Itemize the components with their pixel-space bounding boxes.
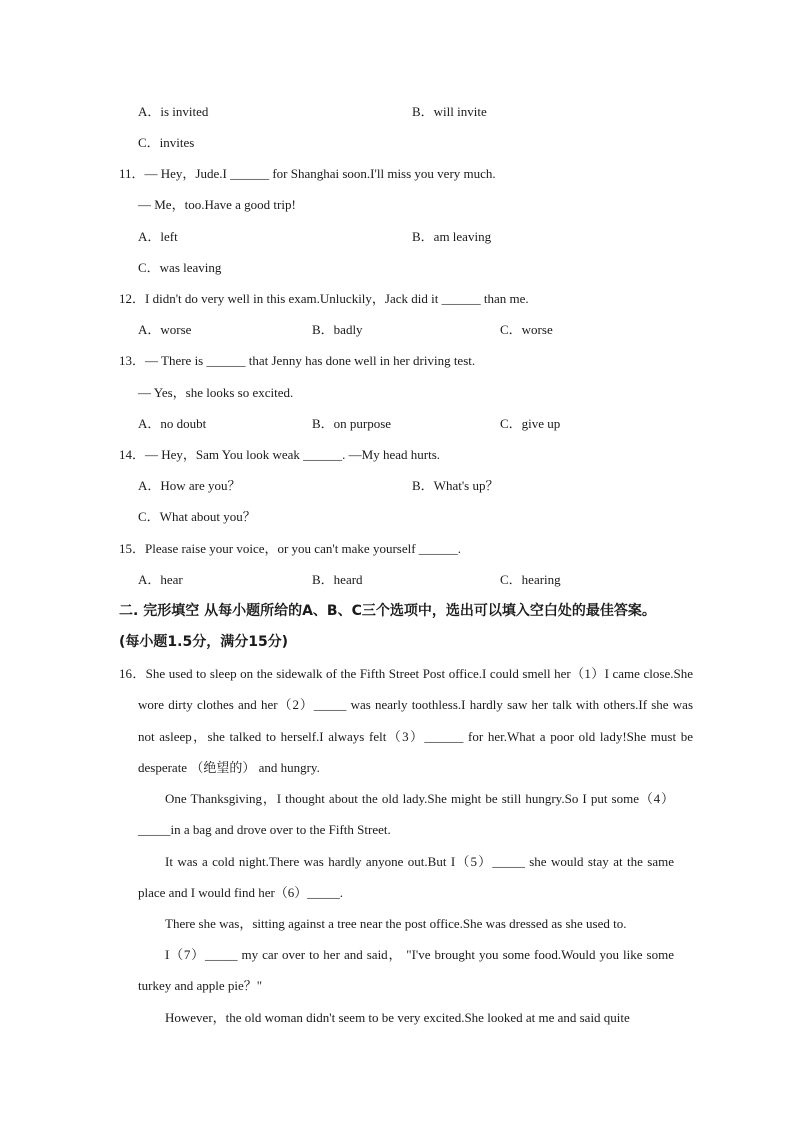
q13-stem: 13．— There is ______ that Jenny has done well in her driving test. [119,353,476,368]
section-heading-cloze: 二. 完形填空 从每小题所给的A、B、C三个选项中，选出可以填入空白处的最佳答案。(每小题1.5分，满分15分) [119,603,656,650]
q15-option-b: B．heard [312,572,363,587]
q10-option-b: B．will invite [412,104,487,119]
q16-paragraph-3: It was a cold night.There was hardly anyone out.But I（5）_____ she would stay at the same place and I would find her（6）_____. [138,854,674,901]
q14-option-c: C．What about you？ [138,509,256,524]
q11-stem: 11．— Hey，Jude.I ______ for Shanghai soon.I'll miss you very much. [119,166,496,181]
q10-option-c: C．invites [138,135,195,150]
q11-option-c: C．was leaving [138,260,222,275]
q11-option-a: A．left [138,229,178,244]
q11-option-b: B．am leaving [412,229,492,244]
q12-option-a: A．worse [138,322,192,337]
q14-option-a: A．How are you？ [138,478,241,493]
q16-paragraph-2: One Thanksgiving，I thought about the old lady.She might be still hungry.So I put some（4）_____in a bag and drove over to the Fifth Street. [138,791,674,838]
q10-option-a: A．is invited [138,104,209,119]
q16-paragraph-6: However，the old woman didn't seem to be very excited.She looked at me and said quite [165,1010,630,1025]
q12-stem: 12．I didn't do very well in this exam.Unluckily，Jack did it ______ than me. [119,291,529,306]
q16-paragraph-5: I（7）_____ my car over to her and said， "I've brought you some food.Would you like some turkey and apple pie？" [138,947,674,994]
q15-option-a: A．hear [138,572,183,587]
q15-option-c: C．hearing [500,572,561,587]
q15-stem: 15．Please raise your voice，or you can't make yourself ______. [119,541,462,556]
q12-option-b: B．badly [312,322,363,337]
q16-paragraph-4: There she was，sitting against a tree near the post office.She was dressed as she used to. [165,916,627,931]
q13-option-b: B．on purpose [312,416,392,431]
q13-reply: — Yes，she looks so excited. [138,385,294,400]
q13-option-c: C．give up [500,416,561,431]
q14-option-b: B．What's up？ [412,478,499,493]
q11-reply: — Me，too.Have a good trip! [138,197,296,212]
q16-paragraph-1: 16．She used to sleep on the sidewalk of the Fifth Street Post office.I could smell her（1）I came close.She wore dirty clothes and her（2）_____ was nearly toothless.I hardly saw her talk with others.If she was not asleep，she talked to herself.I always felt（3）______ for her.What a poor old lady!She must be desperate （绝望的） and hungry. [119,666,693,775]
q13-option-a: A．no doubt [138,416,207,431]
q14-stem: 14．— Hey，Sam You look weak ______. —My head hurts. [119,447,441,462]
q12-option-c: C．worse [500,322,553,337]
